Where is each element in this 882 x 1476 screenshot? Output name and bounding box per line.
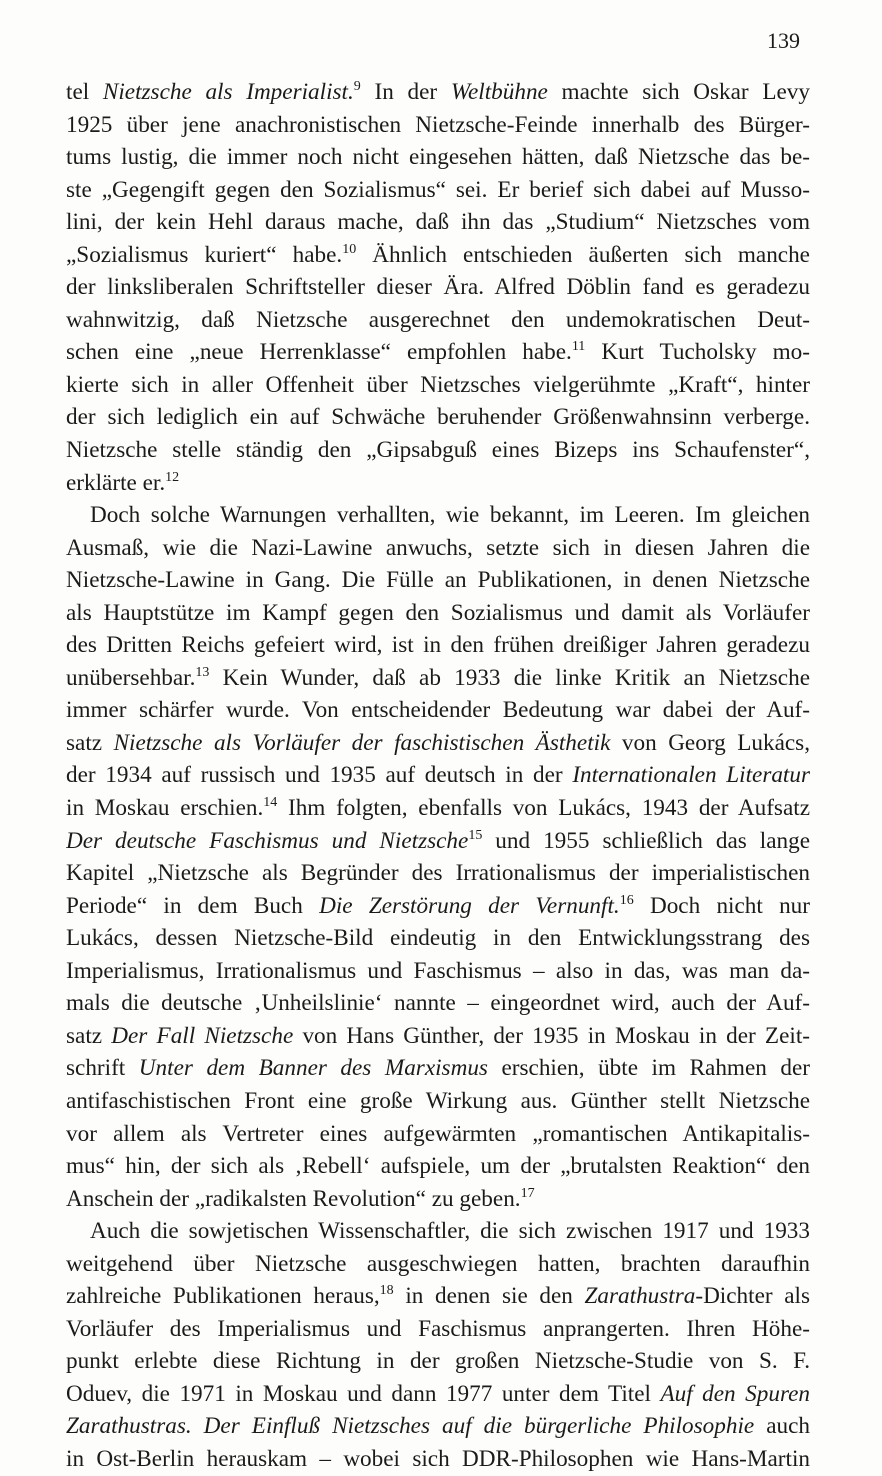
footnote-ref: 15 <box>468 827 483 843</box>
text-segment: erschien, übte im Rahmen der <box>487 1055 810 1082</box>
text-line <box>66 304 810 337</box>
text-line <box>66 109 810 142</box>
text-segment: Doch solche Warnungen verhallten, wie bekannt, im Leeren. Im gleichen <box>90 502 810 529</box>
text-line <box>66 1052 810 1085</box>
text-line <box>66 629 810 662</box>
text-line <box>66 271 810 304</box>
footnote-ref: 18 <box>379 1283 394 1299</box>
text-segment: Kein Wunder, daß ab 1933 die linke Kritik an Nietzsche <box>209 664 810 691</box>
text-segment: punkt erlebte diese Richtung in der großen Nietzsche-Studie von S. F. <box>66 1348 810 1375</box>
footnote-ref: 13 <box>195 664 210 680</box>
text-line <box>66 727 810 760</box>
text-segment: Ähnlich entschieden äußerten sich manche <box>356 241 810 268</box>
text-line <box>66 499 810 532</box>
text-segment: immer schärfer wurde. Von entscheidender Bedeutung war dabei der Auf- <box>66 697 810 724</box>
footnote-ref: 17 <box>520 1185 535 1201</box>
text-line <box>66 1345 810 1378</box>
text-line <box>66 141 810 174</box>
text-segment: Lukács, dessen Nietzsche-Bild eindeutig in den Entwicklungsstrang des <box>66 925 810 952</box>
text-line <box>66 1248 810 1281</box>
text-line <box>66 694 810 727</box>
text-line <box>66 206 810 239</box>
italic-text: Nietzsche als Imperialist. <box>102 79 354 105</box>
text-line <box>66 369 810 402</box>
text-line <box>66 955 810 988</box>
text-segment: auch <box>754 1413 810 1440</box>
text-line <box>66 1313 810 1346</box>
text-line <box>66 1280 810 1313</box>
text-segment: Doch nicht nur <box>633 892 810 919</box>
text-line <box>66 922 810 955</box>
text-line <box>66 1118 810 1151</box>
text-line <box>66 792 810 825</box>
italic-text: Auf den Spuren <box>660 1380 810 1407</box>
text-segment: -Dichter als <box>695 1283 810 1310</box>
text-segment: in denen sie den <box>393 1283 585 1310</box>
text-segment: Ausmaß, wie die Nazi-Lawine anwuchs, setzte sich in diesen Jahren die <box>66 534 810 561</box>
footnote-ref: 14 <box>263 795 278 811</box>
text-segment: 1925 über jene anachronistischen Nietzsche-Feinde innerhalb des Bürger- <box>66 111 810 138</box>
text-segment: in Ost-Berlin herauskam – wobei sich DDR-Philosophen wie Hans-Martin <box>66 1445 810 1472</box>
text-segment: Kapitel „Nietzsche als Begründer des Irrationalismus der imperialistischen <box>66 860 810 887</box>
text-segment: des Dritten Reichs gefeiert wird, ist in den frühen dreißiger Jahren geradezu <box>66 632 810 659</box>
text-line <box>66 987 810 1020</box>
text-segment: ste „Gegengift gegen den Sozialismus“ sei. Er berief sich dabei auf Musso- <box>66 176 810 203</box>
text-line <box>66 1150 810 1183</box>
footnote-ref: 11 <box>571 339 586 355</box>
text-line <box>66 890 810 923</box>
text-line <box>66 174 810 207</box>
text-segment: kierte sich in aller Offenheit über Nietzsches vielgerühmte „Kraft“, hinter <box>66 371 810 398</box>
italic-text: Der Fall Nietzsche <box>111 1022 294 1049</box>
text-segment: Imperialismus, Irrationalismus und Faschismus – also in das, was man da- <box>66 957 810 984</box>
italic-text: Zarathustra <box>584 1283 696 1310</box>
body-text <box>66 76 810 1476</box>
text-line <box>66 597 810 630</box>
footnote-ref: 9 <box>353 79 361 94</box>
text-segment: „Sozialismus kuriert“ habe. <box>66 241 343 268</box>
text-segment: von Hans Günther, der 1935 in Moskau in der Zeit- <box>293 1022 810 1049</box>
text-segment: Oduev, die 1971 in Moskau und dann 1977 unter dem Titel <box>66 1380 661 1407</box>
text-segment: mus“ hin, der sich als ‚Rebell‘ aufspiele, um der „brutalsten Reaktion“ den <box>66 1153 810 1180</box>
text-line <box>66 1443 810 1476</box>
text-segment: schrift <box>66 1055 139 1082</box>
text-line <box>66 336 810 369</box>
text-line <box>66 239 810 272</box>
italic-text: Die Zerstörung der Vernunft. <box>319 892 620 919</box>
text-segment: der sich lediglich ein auf Schwäche beruhender Größenwahnsinn verberge. <box>66 404 810 431</box>
text-line <box>66 76 810 109</box>
text-segment: der linksliberalen Schriftsteller dieser Ära. Alfred Döblin fand es geradezu <box>66 274 810 301</box>
text-line <box>66 1020 810 1053</box>
text-line <box>66 759 810 792</box>
text-segment: in Moskau erschien. <box>66 795 264 822</box>
text-line <box>66 1183 810 1216</box>
text-segment: mals die deutsche ‚Unheilslinie‘ nannte – eingeordnet wird, auch der Auf- <box>66 990 810 1017</box>
text-segment: der 1934 auf russisch und 1935 auf deutsch in der <box>66 762 573 789</box>
italic-text: Weltbühne <box>450 79 548 105</box>
footnote-ref: 10 <box>342 241 357 257</box>
text-segment: Kurt Tucholsky mo- <box>585 339 810 366</box>
text-line <box>66 857 810 890</box>
italic-text: Der deutsche Faschismus und Nietzsche <box>66 827 469 854</box>
text-line <box>66 1410 810 1443</box>
text-segment: tums lustig, die immer noch nicht eingesehen hätten, daß Nietzsche das be- <box>66 144 810 171</box>
text-line <box>66 532 810 565</box>
text-segment: von Georg Lukács, <box>610 729 810 756</box>
text-segment: In der <box>360 79 451 105</box>
text-line <box>66 1215 810 1248</box>
text-segment: weitgehend über Nietzsche ausgeschwiegen hatten, brachten daraufhin <box>66 1250 810 1277</box>
text-segment: unübersehbar. <box>66 664 196 691</box>
text-segment: vor allem als Vertreter eines aufgewärmten „romantischen Antikapitalis- <box>66 1120 810 1147</box>
text-line <box>66 401 810 434</box>
text-line <box>66 1378 810 1411</box>
text-line <box>66 1085 810 1118</box>
text-segment: satz <box>66 729 114 756</box>
text-segment: als Hauptstütze im Kampf gegen den Sozialismus und damit als Vorläufer <box>66 599 810 626</box>
italic-text: Nietzsche als Vorläufer der faschistischen Ästhetik <box>113 729 611 756</box>
text-segment: schen eine „neue Herrenklasse“ empfohlen habe. <box>66 339 572 366</box>
footnote-ref: 12 <box>165 469 180 485</box>
text-segment: erklärte er. <box>66 469 166 496</box>
italic-text: Internationalen Literatur <box>572 762 810 789</box>
text-segment: Auch die sowjetischen Wissenschaftler, die sich zwischen 1917 und 1933 <box>90 1218 810 1245</box>
text-segment: Ihm folgten, ebenfalls von Lukács, 1943 der Aufsatz <box>277 795 810 822</box>
text-segment: zahlreiche Publikationen heraus, <box>66 1283 380 1310</box>
text-line <box>66 467 810 500</box>
italic-text: Unter dem Banner des Marxismus <box>138 1055 488 1082</box>
footnote-ref: 16 <box>619 892 634 908</box>
page-number: 139 <box>767 28 800 53</box>
text-segment: Periode“ in dem Buch <box>66 892 320 919</box>
text-segment: satz <box>66 1022 112 1049</box>
text-segment: Nietzsche-Lawine in Gang. Die Fülle an Publikationen, in denen Nietzsche <box>66 567 810 594</box>
text-line <box>66 662 810 695</box>
text-segment: Anschein der „radikalsten Revolution“ zu geben. <box>66 1185 521 1212</box>
text-segment: und 1955 schließlich das lange <box>482 827 810 854</box>
text-segment: machte sich Oskar Levy <box>547 79 810 105</box>
text-segment: wahnwitzig, daß Nietzsche ausgerechnet den undemokratischen Deut- <box>66 306 810 333</box>
text-line <box>66 564 810 597</box>
italic-text: Zarathustras. Der Einfluß Nietzsches auf die bürgerliche Philosophie <box>66 1413 755 1440</box>
text-segment: tel <box>66 79 103 105</box>
text-segment: antifaschistischen Front eine große Wirkung aus. Günther stellt Nietzsche <box>66 1087 810 1114</box>
text-segment: Vorläufer des Imperialismus und Faschismus anprangerten. Ihren Höhe- <box>66 1315 810 1342</box>
text-segment: lini, der kein Hehl daraus mache, daß ihn das „Studium“ Nietzsches vom <box>66 209 810 236</box>
text-line <box>66 825 810 858</box>
text-line <box>66 434 810 467</box>
text-segment: Nietzsche stelle ständig den „Gipsabguß eines Bizeps ins Schaufenster“, <box>66 437 810 464</box>
